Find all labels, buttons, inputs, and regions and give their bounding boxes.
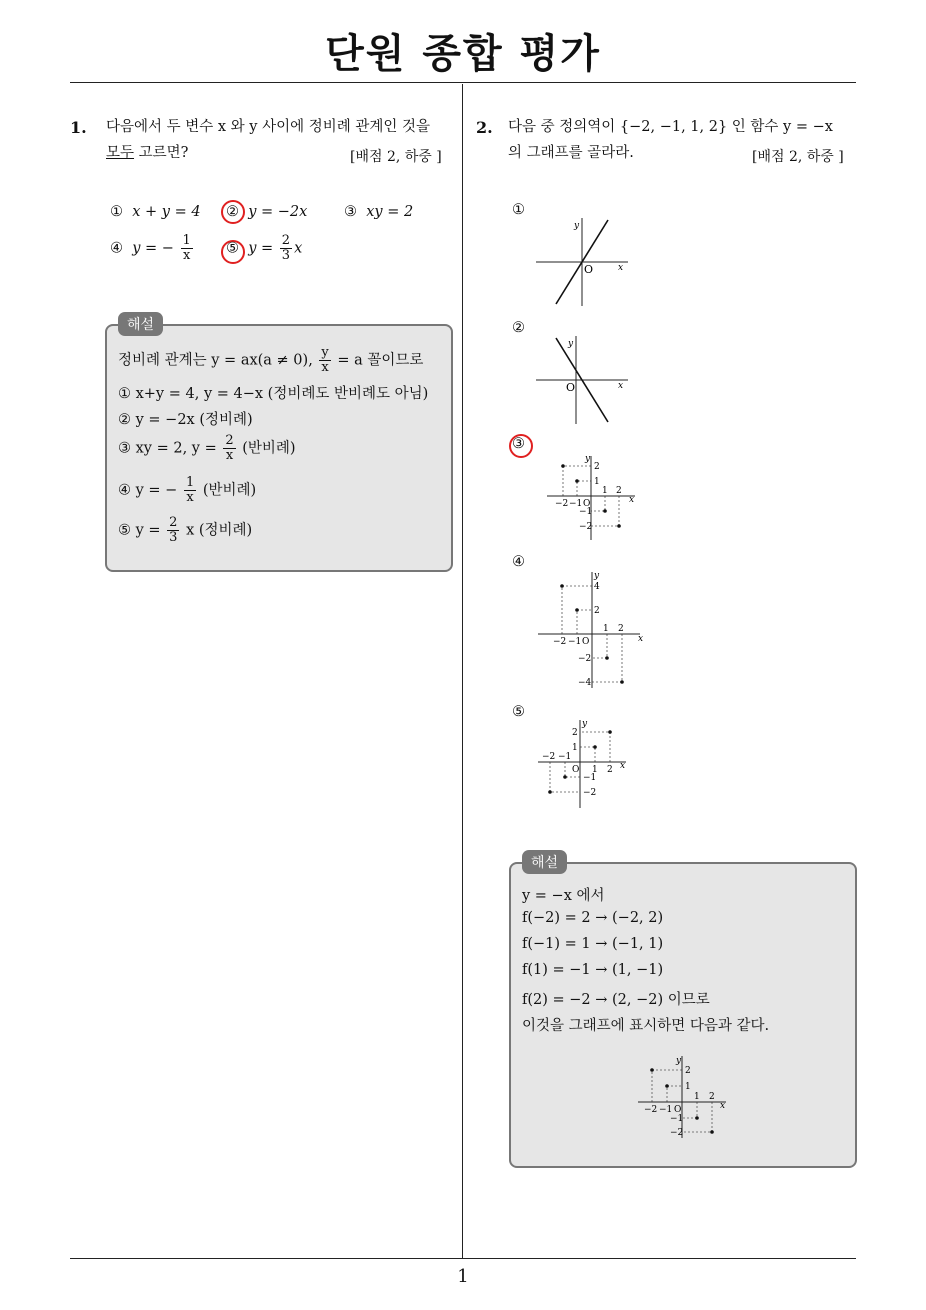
q1-sol-fraction-0: $\frac{y}{x}$	[321, 345, 329, 375]
q2-graph-5[interactable]	[536, 718, 632, 810]
graph-5-tick-y2: 2	[572, 728, 578, 738]
graph-1-y-label: y	[574, 221, 580, 231]
bottom-rule	[70, 1258, 856, 1259]
page-title: 단원 종합 평가	[325, 31, 601, 77]
q2-sol-line5: 이것을 그래프에 표시하면 다음과 같다.	[522, 1018, 770, 1034]
sol-graph-origin: O	[674, 1105, 682, 1115]
q2-choice-5-label[interactable]: ⑤	[512, 704, 525, 720]
q2-sol-line4: f(2) = −2 → (2, −2) 이므로	[522, 992, 710, 1008]
sol-graph-x-label: x	[720, 1101, 726, 1111]
page-number: 1	[457, 1266, 469, 1287]
q2-graph-2[interactable]	[536, 334, 636, 426]
choice-1-expr: x + y = 4	[132, 204, 201, 220]
graph-4-x-label: x	[638, 634, 644, 644]
choice-3-label: ③	[344, 204, 357, 220]
choice-1-label: ①	[110, 204, 123, 220]
q2-graph-1[interactable]	[536, 216, 636, 308]
q2-sol-line3: f(1) = −1 → (1, −1)	[522, 962, 664, 978]
q2-sol-line1: f(−2) = 2 → (−2, 2)	[522, 910, 664, 926]
sol-graph-y-label: y	[676, 1056, 682, 1066]
q2-graph-4[interactable]	[536, 570, 648, 690]
q2-graph-3[interactable]	[545, 454, 641, 542]
q1-sol-line0: 정비례 관계는 y = ax(a ≠ 0), $\frac{y}{x}$ = a 꼴이므로	[118, 345, 424, 375]
graph-4-tick-y4: 4	[594, 582, 600, 592]
sol-graph-tick-x1: 1	[694, 1092, 700, 1102]
q1-sol-fraction-5: $\frac{2}{3}$	[169, 515, 178, 545]
graph-1-x-label: x	[618, 263, 624, 273]
q1-sol-line1: ① x+y = 4, y = 4−x (정비례도 반비례도 아님)	[118, 386, 429, 402]
q1-choice-1[interactable]	[110, 204, 201, 220]
q2-text-line2: 의 그래프를 골라라.	[508, 145, 634, 161]
graph-2-x-label: x	[618, 381, 624, 391]
q2-choice-2-label[interactable]: ②	[512, 320, 525, 336]
q1-sol-fraction-4: $\frac{1}{x}$	[185, 475, 195, 505]
graph-2-y-label: y	[568, 339, 574, 349]
q2-choice-4-label[interactable]: ④	[512, 554, 525, 570]
graph-4-tick-ym2: −2	[578, 654, 592, 664]
graph-5-tick-x2: 2	[607, 765, 613, 775]
q1-sol-line4: ④ y = − $\frac{1}{x}$ (반비례)	[118, 475, 257, 505]
graph-2-origin: O	[566, 381, 576, 394]
q1-number: 1.	[70, 118, 87, 137]
q1-sol-line3: ③ xy = 2, y = $\frac{2}{x}$ (반비례)	[118, 433, 296, 463]
q2-meta: [배점 2, 하중 ]	[752, 149, 844, 165]
graph-3-tick-ym2: −2	[579, 522, 593, 532]
graph-1-origin: O	[584, 263, 594, 276]
graph-3-tick-ym1: −1	[579, 507, 593, 517]
graph-3-y-label: y	[585, 454, 591, 464]
column-divider	[462, 84, 463, 1258]
q1-choice-5[interactable]: ⑤ y = $\frac{2}{3}$ x	[226, 233, 303, 263]
choice-4-prefix: y = −	[132, 240, 174, 257]
graph-4-tick-x2: 2	[618, 624, 624, 634]
q1-text-underlined: 모두	[106, 145, 135, 161]
q1-meta: [배점 2, 하중 ]	[350, 149, 442, 165]
q1-text-line2: 고르면?	[134, 145, 189, 161]
choice-5-fraction: $\frac{2}{3}$	[281, 233, 291, 263]
q2-choice-3-label[interactable]: ③	[512, 436, 525, 452]
q1-solution-tag: 해설	[118, 312, 163, 336]
q2-solution-tag: 해설	[522, 850, 567, 874]
graph-5-tick-xm2: −2	[542, 752, 556, 762]
graph-5-tick-ym1: −1	[583, 773, 597, 783]
graph-3-origin: O	[583, 499, 591, 509]
graph-3-tick-xm1: −1	[569, 499, 583, 509]
sol-graph-tick-ym2: −2	[670, 1128, 684, 1138]
q1-sol-line5: ⑤ y = $\frac{2}{3}$ x (정비례)	[118, 515, 253, 545]
graph-5-y-label: y	[582, 719, 588, 729]
choice-2-label: ②	[226, 204, 239, 220]
q2-sol-line2: f(−1) = 1 → (−1, 1)	[522, 936, 664, 952]
graph-4-tick-xm2: −2	[553, 637, 567, 647]
graph-4-tick-xm1: −1	[568, 637, 582, 647]
q1-text-line1: 다음에서 두 변수 x 와 y 사이에 정비례 관계인 것을	[106, 119, 430, 135]
sol-graph-tick-x2: 2	[709, 1092, 715, 1102]
q1-sol-line2: ② y = −2x (정비례)	[118, 412, 253, 428]
q1-choice-3[interactable]	[344, 204, 413, 220]
graph-3-tick-x2: 2	[616, 486, 622, 496]
sol-graph-tick-xm2: −2	[644, 1105, 658, 1115]
q2-sol-line0: y = −x 에서	[522, 888, 605, 904]
top-rule	[70, 82, 856, 83]
graph-4-tick-x1: 1	[603, 624, 609, 634]
graph-3-tick-x1: 1	[602, 486, 608, 496]
graph-5-tick-ym2: −2	[583, 788, 597, 798]
graph-4-origin: O	[582, 637, 590, 647]
q2-text-line1: 다음 중 정의역이 {−2, −1, 1, 2} 인 함수 y = −x	[508, 119, 833, 135]
sol-graph-tick-xm1: −1	[659, 1105, 673, 1115]
choice-2-expr: y = −2x	[248, 204, 308, 220]
sol-graph-tick-y1: 1	[685, 1082, 691, 1092]
q2-choice-1-label[interactable]: ①	[512, 202, 525, 218]
graph-3-tick-y2: 2	[594, 462, 600, 472]
choice-4-label: ④	[110, 240, 123, 257]
graph-3-tick-y1: 1	[594, 477, 600, 487]
graph-3-x-label: x	[629, 495, 635, 505]
q2-number: 2.	[476, 118, 493, 137]
choice-5-label: ⑤	[226, 240, 239, 257]
graph-4-y-label: y	[594, 571, 600, 581]
choice-4-fraction: $\frac{1}{x}$	[182, 233, 191, 263]
choice-5-prefix: y =	[248, 240, 278, 257]
q1-choice-4[interactable]	[110, 234, 195, 263]
sol-graph-tick-y2: 2	[685, 1066, 691, 1076]
graph-4-tick-ym4: −4	[578, 678, 592, 688]
graph-3-tick-xm2: −2	[555, 499, 569, 509]
sol-graph-tick-ym1: −1	[670, 1114, 684, 1124]
q1-sol-fraction-3: $\frac{2}{x}$	[225, 433, 234, 463]
choice-3-expr: xy = 2	[366, 204, 414, 220]
graph-5-tick-xm1: −1	[558, 752, 572, 762]
graph-5-tick-y1: 1	[572, 743, 578, 753]
q2-solution-graph	[636, 1054, 732, 1140]
graph-5-origin: O	[572, 765, 580, 775]
graph-5-x-label: x	[620, 761, 626, 771]
graph-4-tick-y2: 2	[594, 606, 600, 616]
graph-5-tick-x1: 1	[592, 765, 598, 775]
q1-choice-2[interactable]	[226, 204, 307, 220]
